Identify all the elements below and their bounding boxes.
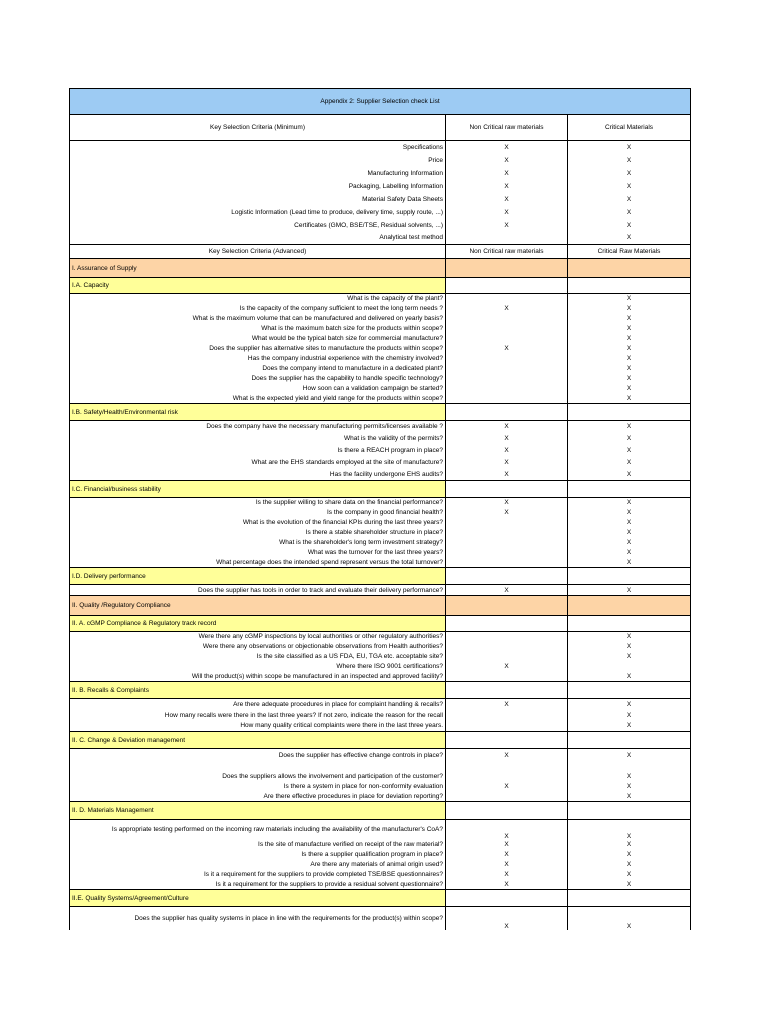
critical-mark <box>568 662 691 672</box>
checklist-row <box>70 558 691 568</box>
non-critical-mark <box>446 890 568 907</box>
non-critical-mark: X <box>446 508 568 518</box>
non-critical-mark <box>446 721 568 732</box>
non-critical-mark <box>446 354 568 364</box>
non-critical-mark: X <box>446 749 568 762</box>
checklist-row <box>70 662 691 672</box>
critical-mark: X <box>568 219 691 232</box>
criterion-text: Certificates (GMO, BSE/TSE, Residual solvents, ...) <box>70 219 446 232</box>
checklist-row <box>70 193 691 206</box>
checklist-row <box>70 154 691 167</box>
criterion-text: Has the facility undergone EHS audits? <box>70 469 446 481</box>
critical-mark: X <box>568 642 691 652</box>
non-critical-mark: X <box>446 469 568 481</box>
non-critical-mark: X <box>446 840 568 850</box>
critical-mark: X <box>568 384 691 394</box>
critical-mark: X <box>568 782 691 792</box>
non-critical-mark <box>446 278 568 294</box>
non-critical-mark <box>446 404 568 421</box>
checklist-row <box>70 180 691 193</box>
non-critical-mark: X <box>446 699 568 710</box>
checklist-row <box>70 457 691 469</box>
non-critical-mark <box>446 364 568 374</box>
criterion-text: What is the shareholder's long term investment strategy? <box>70 538 446 548</box>
checklist-row <box>70 870 691 880</box>
non-critical-mark: X <box>446 421 568 433</box>
criterion-text: Are there effective procedures in place for deviation reporting? <box>70 792 446 802</box>
criterion-text: Is the site of manufacture verified on receipt of the raw material? <box>70 840 446 850</box>
criterion-text: Is it a requirement for the suppliers to provide a residual solvent questionnaire? <box>70 880 446 890</box>
subsection-row <box>70 481 691 498</box>
critical-mark: X <box>568 344 691 354</box>
subsection-row <box>70 278 691 294</box>
critical-mark: X <box>568 699 691 710</box>
non-critical-mark <box>446 792 568 802</box>
criterion-text: Analytical test method <box>70 232 446 245</box>
non-critical-mark <box>446 528 568 538</box>
criterion-text <box>70 762 446 771</box>
criterion-text: Specifications <box>70 141 446 154</box>
criterion-text: What are the EHS standards employed at the site of manufacture? <box>70 457 446 469</box>
checklist-row <box>70 632 691 642</box>
subsection-label: I.A. Capacity <box>70 278 446 294</box>
criterion-text: Material Safety Data Sheets <box>70 193 446 206</box>
critical-mark: X <box>568 721 691 732</box>
non-critical-column-header: Non Critical raw materials <box>446 245 568 259</box>
critical-column-header: Critical Raw Materials <box>568 245 691 259</box>
criterion-text: Does the supplier has alternative sites to manufacture the products within scope? <box>70 344 446 354</box>
non-critical-mark <box>446 672 568 682</box>
critical-mark: X <box>568 652 691 662</box>
non-critical-mark <box>446 548 568 558</box>
checklist-row <box>70 860 691 870</box>
critical-mark: X <box>568 672 691 682</box>
criteria-header-row <box>70 245 691 259</box>
criterion-text: What would be the typical batch size for commercial manufacture? <box>70 334 446 344</box>
critical-mark: X <box>568 870 691 880</box>
criterion-text: Will the product(s) within scope be manufactured in an inspected and approved facility? <box>70 672 446 682</box>
critical-mark: X <box>568 528 691 538</box>
checklist-row <box>70 344 691 354</box>
critical-mark: X <box>568 421 691 433</box>
checklist-row <box>70 782 691 792</box>
critical-mark: X <box>568 354 691 364</box>
non-critical-mark <box>446 762 568 771</box>
criterion-text: Is there a supplier qualification program in place? <box>70 850 446 860</box>
critical-mark <box>568 682 691 699</box>
criterion-text: What percentage does the intended spend represent versus the total turnover? <box>70 558 446 568</box>
subsection-row <box>70 568 691 585</box>
criterion-text: Price <box>70 154 446 167</box>
subsection-row <box>70 732 691 749</box>
criterion-text: How many recalls were there in the last three years? If not zero, indicate the reason for the recall <box>70 710 446 721</box>
non-critical-mark <box>446 232 568 245</box>
criterion-text: Is the company in good financial health? <box>70 508 446 518</box>
checklist-row <box>70 206 691 219</box>
criteria-header-row <box>70 115 691 141</box>
non-critical-mark <box>446 558 568 568</box>
checklist-row <box>70 141 691 154</box>
critical-mark: X <box>568 771 691 782</box>
checklist-row <box>70 749 691 762</box>
checklist-row <box>70 820 691 840</box>
checklist-row <box>70 518 691 528</box>
non-critical-mark: X <box>446 433 568 445</box>
non-critical-mark <box>446 334 568 344</box>
non-critical-mark: X <box>446 585 568 596</box>
checklist-row <box>70 314 691 324</box>
non-critical-mark: X <box>446 782 568 792</box>
checklist-row <box>70 384 691 394</box>
criterion-text: Does the supplier has the capability to handle specific technology? <box>70 374 446 384</box>
checklist-title: Appendix 2: Supplier Selection check List <box>70 89 691 115</box>
non-critical-mark: X <box>446 167 568 180</box>
checklist-row <box>70 771 691 782</box>
checklist-row <box>70 421 691 433</box>
non-critical-mark: X <box>446 154 568 167</box>
critical-mark: X <box>568 154 691 167</box>
non-critical-mark <box>446 538 568 548</box>
critical-mark <box>568 802 691 820</box>
criterion-text: Is the capacity of the company sufficient to meet the long term needs ? <box>70 304 446 314</box>
checklist-row <box>70 642 691 652</box>
critical-mark <box>568 596 691 616</box>
criterion-text: Manufacturing Information <box>70 167 446 180</box>
checklist-row <box>70 219 691 232</box>
criterion-text: Does the supplier has quality systems in place in line with the requirements for the product(s) within scope? <box>70 907 446 930</box>
non-critical-mark <box>446 314 568 324</box>
non-critical-mark: X <box>446 206 568 219</box>
non-critical-mark <box>446 616 568 632</box>
checklist-row <box>70 880 691 890</box>
checklist-row <box>70 721 691 732</box>
non-critical-mark <box>446 384 568 394</box>
subsection-label: II. A. cGMP Compliance & Regulatory track record <box>70 616 446 632</box>
checklist-row <box>70 672 691 682</box>
critical-mark: X <box>568 469 691 481</box>
criteria-header-label: Key Selection Criteria (Advanced) <box>70 245 446 259</box>
critical-mark: X <box>568 508 691 518</box>
checklist-row <box>70 334 691 344</box>
criterion-text: Is the supplier willing to share data on the financial performance? <box>70 498 446 508</box>
critical-mark: X <box>568 792 691 802</box>
checklist-row <box>70 652 691 662</box>
critical-mark: X <box>568 433 691 445</box>
criterion-text: Logistic Information (Lead time to produce, delivery time, supply route, ...) <box>70 206 446 219</box>
checklist-row <box>70 840 691 850</box>
critical-mark: X <box>568 820 691 840</box>
critical-mark: X <box>568 457 691 469</box>
criterion-text: Does the company intend to manufacture in a dedicated plant? <box>70 364 446 374</box>
non-critical-mark: X <box>446 180 568 193</box>
non-critical-mark <box>446 642 568 652</box>
critical-mark: X <box>568 538 691 548</box>
checklist-row <box>70 508 691 518</box>
subsection-label: I.C. Financial/business stability <box>70 481 446 498</box>
checklist-row <box>70 364 691 374</box>
subsection-row <box>70 682 691 699</box>
non-critical-mark: X <box>446 880 568 890</box>
critical-mark: X <box>568 304 691 314</box>
critical-mark: X <box>568 445 691 457</box>
non-critical-mark <box>446 802 568 820</box>
subsection-row <box>70 890 691 907</box>
checklist-row <box>70 792 691 802</box>
non-critical-mark <box>446 374 568 384</box>
non-critical-mark <box>446 732 568 749</box>
criterion-text: Packaging, Labelling Information <box>70 180 446 193</box>
critical-mark <box>568 259 691 278</box>
critical-mark: X <box>568 180 691 193</box>
critical-mark: X <box>568 585 691 596</box>
criterion-text: What is the expected yield and yield range for the products within scope? <box>70 394 446 404</box>
critical-mark: X <box>568 518 691 528</box>
critical-mark <box>568 404 691 421</box>
non-critical-mark <box>446 481 568 498</box>
section-label: II. Quality /Regulatory Compliance <box>70 596 446 616</box>
checklist-row <box>70 699 691 710</box>
criterion-text: Are there adequate procedures in place for complaint handling & recalls? <box>70 699 446 710</box>
non-critical-mark: X <box>446 344 568 354</box>
critical-mark: X <box>568 167 691 180</box>
non-critical-mark: X <box>446 820 568 840</box>
non-critical-mark: X <box>446 304 568 314</box>
critical-mark: X <box>568 141 691 154</box>
criterion-text: Does the supplier has tools in order to track and evaluate their delivery performance? <box>70 585 446 596</box>
criterion-text: Is there a stable shareholder structure in place? <box>70 528 446 538</box>
critical-mark: X <box>568 206 691 219</box>
checklist-row <box>70 907 691 930</box>
non-critical-mark <box>446 324 568 334</box>
critical-mark: X <box>568 334 691 344</box>
checklist-row <box>70 710 691 721</box>
subsection-label: I.B. Safety/Health/Environmental risk <box>70 404 446 421</box>
critical-mark: X <box>568 548 691 558</box>
checklist-row <box>70 762 691 771</box>
criterion-text: What is the maximum volume that can be manufactured and delivered on yearly basis? <box>70 314 446 324</box>
critical-mark <box>568 568 691 585</box>
non-critical-column-header: Non Critical raw materials <box>446 115 568 141</box>
critical-mark <box>568 890 691 907</box>
non-critical-mark <box>446 294 568 304</box>
criterion-text: What is the maximum batch size for the products within scope? <box>70 324 446 334</box>
non-critical-mark: X <box>446 193 568 206</box>
criterion-text: Is the site classified as a US FDA, EU, TGA etc. acceptable site? <box>70 652 446 662</box>
subsection-row <box>70 802 691 820</box>
criteria-header-label: Key Selection Criteria (Minimum) <box>70 115 446 141</box>
critical-mark <box>568 616 691 632</box>
non-critical-mark: X <box>446 219 568 232</box>
checklist-row <box>70 445 691 457</box>
critical-mark: X <box>568 632 691 642</box>
critical-mark: X <box>568 558 691 568</box>
non-critical-mark: X <box>446 141 568 154</box>
checklist-row <box>70 538 691 548</box>
subsection-label: II. D. Materials Management <box>70 802 446 820</box>
subsection-row <box>70 616 691 632</box>
critical-column-header: Critical Materials <box>568 115 691 141</box>
criterion-text: How many quality critical complaints were there in the last three years. <box>70 721 446 732</box>
criterion-text: Were there any observations or objectionable observations from Health authorities? <box>70 642 446 652</box>
criterion-text: What is the validity of the permits? <box>70 433 446 445</box>
criterion-text: Does the supplier has effective change controls in place? <box>70 749 446 762</box>
subsection-row <box>70 404 691 421</box>
checklist-row <box>70 354 691 364</box>
non-critical-mark <box>446 518 568 528</box>
critical-mark: X <box>568 880 691 890</box>
non-critical-mark <box>446 568 568 585</box>
non-critical-mark: X <box>446 870 568 880</box>
criterion-text: What was the turnover for the last three years? <box>70 548 446 558</box>
non-critical-mark <box>446 710 568 721</box>
subsection-label: II. B. Recalls & Complaints <box>70 682 446 699</box>
section-row <box>70 596 691 616</box>
critical-mark: X <box>568 294 691 304</box>
checklist-row <box>70 394 691 404</box>
critical-mark <box>568 278 691 294</box>
checklist-row <box>70 374 691 384</box>
criterion-text: Does the suppliers allows the involvement and participation of the customer? <box>70 771 446 782</box>
title-row <box>70 89 691 115</box>
supplier-checklist-table <box>69 88 691 930</box>
subsection-label: II. C. Change & Deviation management <box>70 732 446 749</box>
critical-mark: X <box>568 364 691 374</box>
critical-mark <box>568 481 691 498</box>
critical-mark: X <box>568 232 691 245</box>
checklist-row <box>70 324 691 334</box>
criterion-text: What is the evolution of the financial KPIs during the last three years? <box>70 518 446 528</box>
critical-mark <box>568 732 691 749</box>
checklist-row <box>70 469 691 481</box>
critical-mark <box>568 762 691 771</box>
criterion-text: Has the company industrial experience with the chemistry involved? <box>70 354 446 364</box>
critical-mark: X <box>568 860 691 870</box>
non-critical-mark <box>446 682 568 699</box>
criterion-text: Were there any cGMP inspections by local authorities or other regulatory authorities? <box>70 632 446 642</box>
criterion-text: What is the capacity of the plant? <box>70 294 446 304</box>
non-critical-mark: X <box>446 498 568 508</box>
criterion-text: Does the company have the necessary manufacturing permits/licenses available ? <box>70 421 446 433</box>
checklist-row <box>70 304 691 314</box>
non-critical-mark: X <box>446 445 568 457</box>
critical-mark: X <box>568 850 691 860</box>
section-row <box>70 259 691 278</box>
non-critical-mark: X <box>446 662 568 672</box>
checklist-row <box>70 294 691 304</box>
critical-mark: X <box>568 840 691 850</box>
criterion-text: Is appropriate testing performed on the incoming raw materials including the availability of the manufacturer's CoA? <box>70 820 446 840</box>
criterion-text: How soon can a validation campaign be started? <box>70 384 446 394</box>
critical-mark: X <box>568 314 691 324</box>
critical-mark: X <box>568 498 691 508</box>
subsection-label: I.D. Delivery performance <box>70 568 446 585</box>
checklist-row <box>70 528 691 538</box>
checklist-row <box>70 167 691 180</box>
critical-mark: X <box>568 193 691 206</box>
non-critical-mark <box>446 632 568 642</box>
checklist-row <box>70 498 691 508</box>
non-critical-mark: X <box>446 457 568 469</box>
critical-mark: X <box>568 394 691 404</box>
criterion-text: Is it a requirement for the suppliers to provide completed TSE/BSE questionnaires? <box>70 870 446 880</box>
criterion-text: Is there a REACH program in place? <box>70 445 446 457</box>
non-critical-mark: X <box>446 907 568 930</box>
checklist-row <box>70 850 691 860</box>
non-critical-mark <box>446 394 568 404</box>
criterion-text: Are there any materials of animal origin used? <box>70 860 446 870</box>
critical-mark: X <box>568 374 691 384</box>
non-critical-mark: X <box>446 850 568 860</box>
critical-mark: X <box>568 907 691 930</box>
criterion-text: Where there ISO 9001 certifications? <box>70 662 446 672</box>
checklist-row <box>70 232 691 245</box>
non-critical-mark <box>446 652 568 662</box>
subsection-label: II.E. Quality Systems/Agreement/Culture <box>70 890 446 907</box>
non-critical-mark <box>446 259 568 278</box>
checklist-row <box>70 585 691 596</box>
critical-mark: X <box>568 749 691 762</box>
non-critical-mark <box>446 771 568 782</box>
non-critical-mark: X <box>446 860 568 870</box>
checklist-row <box>70 548 691 558</box>
section-label: I. Assurance of Supply <box>70 259 446 278</box>
critical-mark: X <box>568 324 691 334</box>
criterion-text: Is there a system in place for non-conformity evaluation <box>70 782 446 792</box>
checklist-row <box>70 433 691 445</box>
non-critical-mark <box>446 596 568 616</box>
critical-mark: X <box>568 710 691 721</box>
